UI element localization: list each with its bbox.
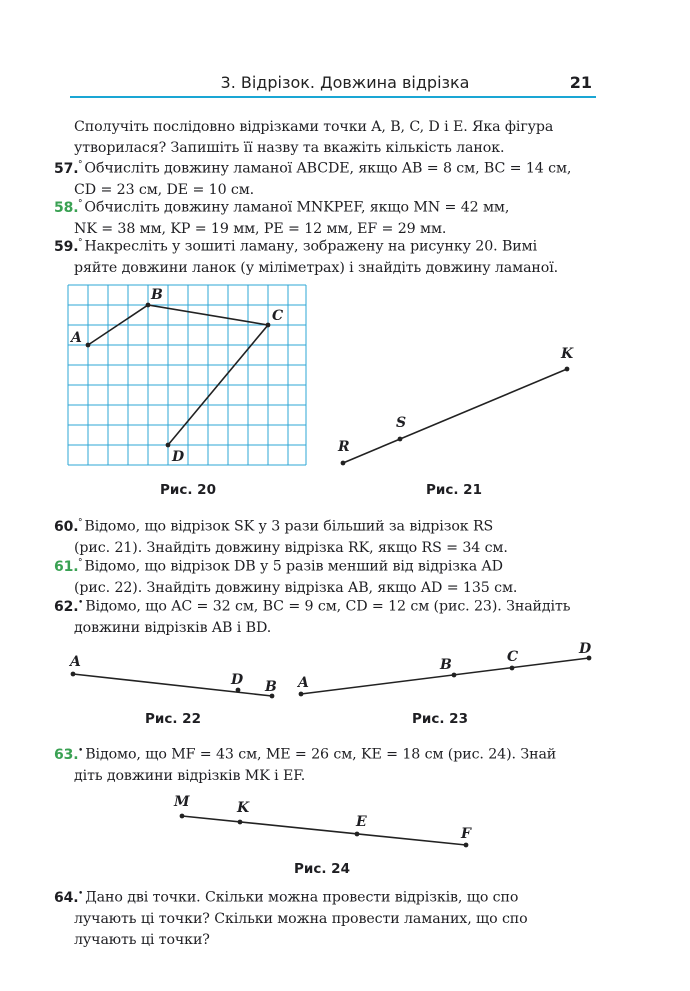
fig23-caption: Рис. 23	[412, 711, 468, 727]
point-s	[398, 437, 403, 442]
problem-line: (рис. 22). Знайдіть довжину відрізка AB, якщо AD = 135 см.	[74, 579, 518, 596]
fig22-caption: Рис. 22	[145, 711, 201, 727]
problem-line: довжини відрізків AB і BD.	[74, 619, 272, 636]
problem-line: Накресліть у зошиті ламану, зображену на рисунку 20. Вимі	[84, 238, 538, 255]
difficulty-mark: °	[78, 238, 83, 248]
problem-line: NK = 38 мм, KP = 19 мм, PE = 12 мм, EF = 29 мм.	[74, 220, 447, 237]
fig20-polyline	[88, 305, 268, 445]
label-d: D	[231, 672, 244, 688]
point-a	[86, 343, 91, 348]
label-a: A	[71, 330, 82, 346]
problem-number: 57.	[54, 160, 79, 177]
problem-line: Відомо, що MF = 43 см, ME = 26 см, KE = 18 см (рис. 24). Знай	[85, 746, 557, 763]
label-a: A	[298, 675, 309, 691]
label-c: C	[507, 649, 519, 665]
problem-line: Відомо, що відрізок DB у 5 разів менший від відрізка AD	[84, 558, 503, 575]
difficulty-mark: °	[78, 558, 83, 568]
label-e: E	[356, 814, 367, 830]
page-number: 21	[569, 73, 592, 92]
point-a	[71, 672, 76, 677]
difficulty-mark: •	[78, 598, 84, 608]
point-m	[180, 814, 185, 819]
problem-line: CD = 23 см, DE = 10 см.	[74, 181, 255, 198]
label-a: A	[70, 654, 81, 670]
point-d	[236, 688, 241, 693]
fig24-segment	[182, 816, 466, 845]
difficulty-mark: •	[78, 746, 84, 756]
point-k	[565, 367, 570, 372]
problem-line: Відомо, що AC = 32 см, BC = 9 см, CD = 12 см (рис. 23). Знайдіть	[85, 598, 571, 615]
problem-line: утворилася? Запишіть її назву та вкажіть кількість ланок.	[74, 140, 505, 156]
problem-number: 58.	[54, 199, 79, 216]
problem-number: 62.	[54, 598, 79, 615]
point-c	[266, 323, 271, 328]
point-e	[355, 832, 360, 837]
label-k: K	[237, 800, 250, 816]
point-b	[452, 673, 457, 678]
difficulty-mark: °	[78, 518, 83, 528]
problem-line: діть довжини відрізків MK і EF.	[74, 767, 306, 784]
section-title: 3. Відрізок. Довжина відрізка	[220, 73, 470, 92]
fig24-caption: Рис. 24	[294, 861, 350, 877]
point-c	[510, 666, 515, 671]
problem-line: лучають ці точки?	[74, 931, 210, 948]
point-b	[146, 303, 151, 308]
point-a	[299, 692, 304, 697]
problem-number: 59.	[54, 238, 79, 255]
label-r: R	[338, 439, 350, 455]
problem-line: Сполучіть послідовно відрізками точки A, B, C, D і E. Яка фігура	[74, 119, 554, 135]
label-f: F	[461, 826, 471, 842]
point-r	[341, 461, 346, 466]
difficulty-mark: °	[78, 199, 83, 209]
point-f	[464, 843, 469, 848]
point-d	[166, 443, 171, 448]
label-b: B	[151, 287, 163, 303]
fig21-caption: Рис. 21	[426, 482, 482, 498]
label-k: K	[561, 346, 574, 362]
difficulty-mark: °	[78, 160, 83, 170]
fig21-segment	[343, 369, 567, 463]
problem-number: 63.	[54, 746, 79, 763]
label-b: B	[265, 679, 277, 695]
problem-line: Обчисліть довжину ламаної ABCDE, якщо AB = 8 см, BC = 14 см,	[84, 160, 572, 177]
label-m: M	[174, 794, 190, 810]
problem-number: 64.	[54, 889, 79, 906]
problem-number: 61.	[54, 558, 79, 575]
problem-line: лучають ці точки? Скільки можна провести ламаних, що спо	[74, 910, 528, 927]
problem-line: Дано дві точки. Скільки можна провести відрізків, що спо	[85, 889, 519, 906]
problem-line: ряйте довжини ланок (у міліметрах) і знайдіть довжину ламаної.	[74, 259, 559, 276]
label-s: S	[396, 415, 407, 431]
label-b: B	[440, 657, 452, 673]
problem-line: Відомо, що відрізок SK у 3 рази більший за відрізок RS	[84, 518, 494, 535]
problem-number: 60.	[54, 518, 79, 535]
problem-line: Обчисліть довжину ламаної MNKPEF, якщо MN = 42 мм,	[84, 199, 510, 216]
point-k	[238, 820, 243, 825]
label-c: C	[272, 308, 284, 324]
label-d: D	[579, 641, 592, 657]
difficulty-mark: •	[78, 889, 84, 899]
label-d: D	[172, 449, 185, 465]
fig20-caption: Рис. 20	[160, 482, 216, 498]
problem-line: (рис. 21). Знайдіть довжину відрізка RK, якщо RS = 34 см.	[74, 539, 508, 556]
